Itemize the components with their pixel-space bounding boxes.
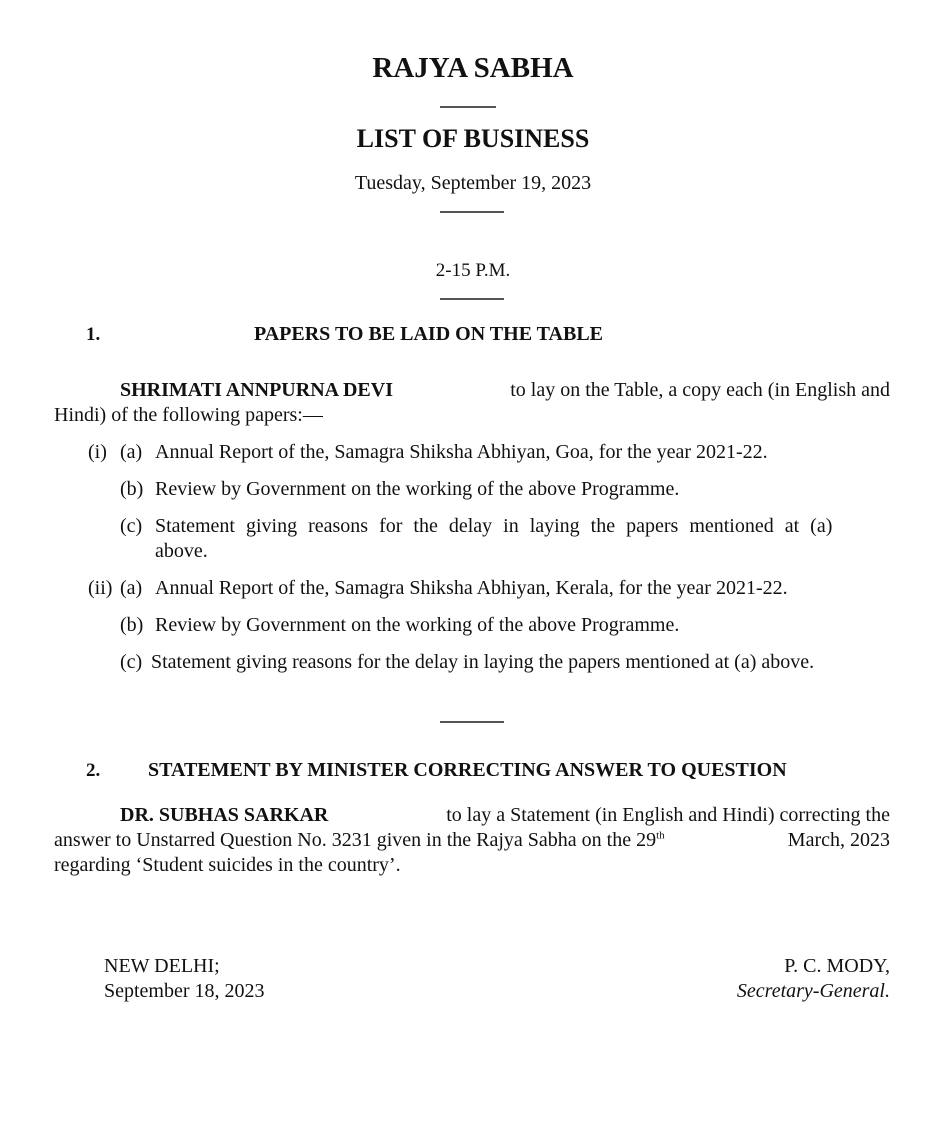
item-text: Review by Government on the working of the above Programme. <box>155 614 680 636</box>
footer-left <box>104 954 265 1004</box>
ordinal-suffix: th <box>656 829 665 842</box>
section-number: 2. <box>86 760 101 781</box>
section1-intro <box>54 378 890 428</box>
item-label: (c) <box>120 515 143 537</box>
item-text <box>155 515 889 538</box>
item-text-line: Statement giving reasons for the delay in laying the papers mentioned at (a) <box>155 515 833 537</box>
footer-date: September 18, 2023 <box>104 980 265 1002</box>
item-text: Statement giving reasons for the delay in laying the papers mentioned at (a) above. <box>151 651 815 673</box>
divider-rule <box>440 211 504 213</box>
statement-text: to lay a Statement (in English and Hindi) correcting the <box>446 804 890 826</box>
footer-place: NEW DELHI; <box>104 955 220 977</box>
statement-text <box>54 828 665 853</box>
sitting-time: 2-15 P.M. <box>435 260 511 281</box>
intro-text: Hindi) of the following papers:— <box>54 404 323 426</box>
footer-right <box>737 954 890 1004</box>
group-label: (ii) <box>88 577 113 599</box>
item-text: Review by Government on the working of the above Programme. <box>155 478 680 500</box>
statement-line <box>54 828 890 853</box>
divider-rule <box>440 106 496 108</box>
item-label: (c) <box>120 651 143 673</box>
statement-text-part: answer to Unstarred Question No. 3231 given in the Rajya Sabha on the 29 <box>54 829 657 851</box>
item-label: (b) <box>120 478 144 500</box>
signatory-designation: Secretary-General. <box>736 980 890 1002</box>
section-heading: PAPERS TO BE LAID ON THE TABLE <box>254 323 603 345</box>
group-label: (i) <box>88 441 107 463</box>
document-subtitle: LIST OF BUSINESS <box>356 124 590 153</box>
item-label: (a) <box>120 577 143 599</box>
item-text: Annual Report of the, Samagra Shiksha Abhiyan, Goa, for the year 2021-22. <box>155 441 768 463</box>
section2-body <box>54 803 890 878</box>
sitting-date: Tuesday, September 19, 2023 <box>354 172 592 194</box>
item-label: (a) <box>120 441 143 463</box>
section-heading: STATEMENT BY MINISTER CORRECTING ANSWER TO QUESTION <box>148 759 787 781</box>
statement-text: regarding ‘Student suicides in the country’. <box>54 854 401 876</box>
statement-date: March, 2023 <box>787 829 890 851</box>
item-label: (b) <box>120 614 144 636</box>
minister-name: SHRIMATI ANNPURNA DEVI <box>120 379 393 401</box>
item-text-continuation: above. <box>155 540 208 562</box>
minister-name: DR. SUBHAS SARKAR <box>120 804 329 826</box>
document-title: RAJYA SABHA <box>372 52 574 84</box>
divider-rule <box>440 298 504 300</box>
item-text: Annual Report of the, Samagra Shiksha Abhiyan, Kerala, for the year 2021-22. <box>155 577 788 599</box>
intro-text: to lay on the Table, a copy each (in English and <box>510 379 890 401</box>
signatory-name: P. C. MODY, <box>784 955 890 977</box>
section-number: 1. <box>86 324 101 345</box>
divider-rule <box>440 721 504 723</box>
